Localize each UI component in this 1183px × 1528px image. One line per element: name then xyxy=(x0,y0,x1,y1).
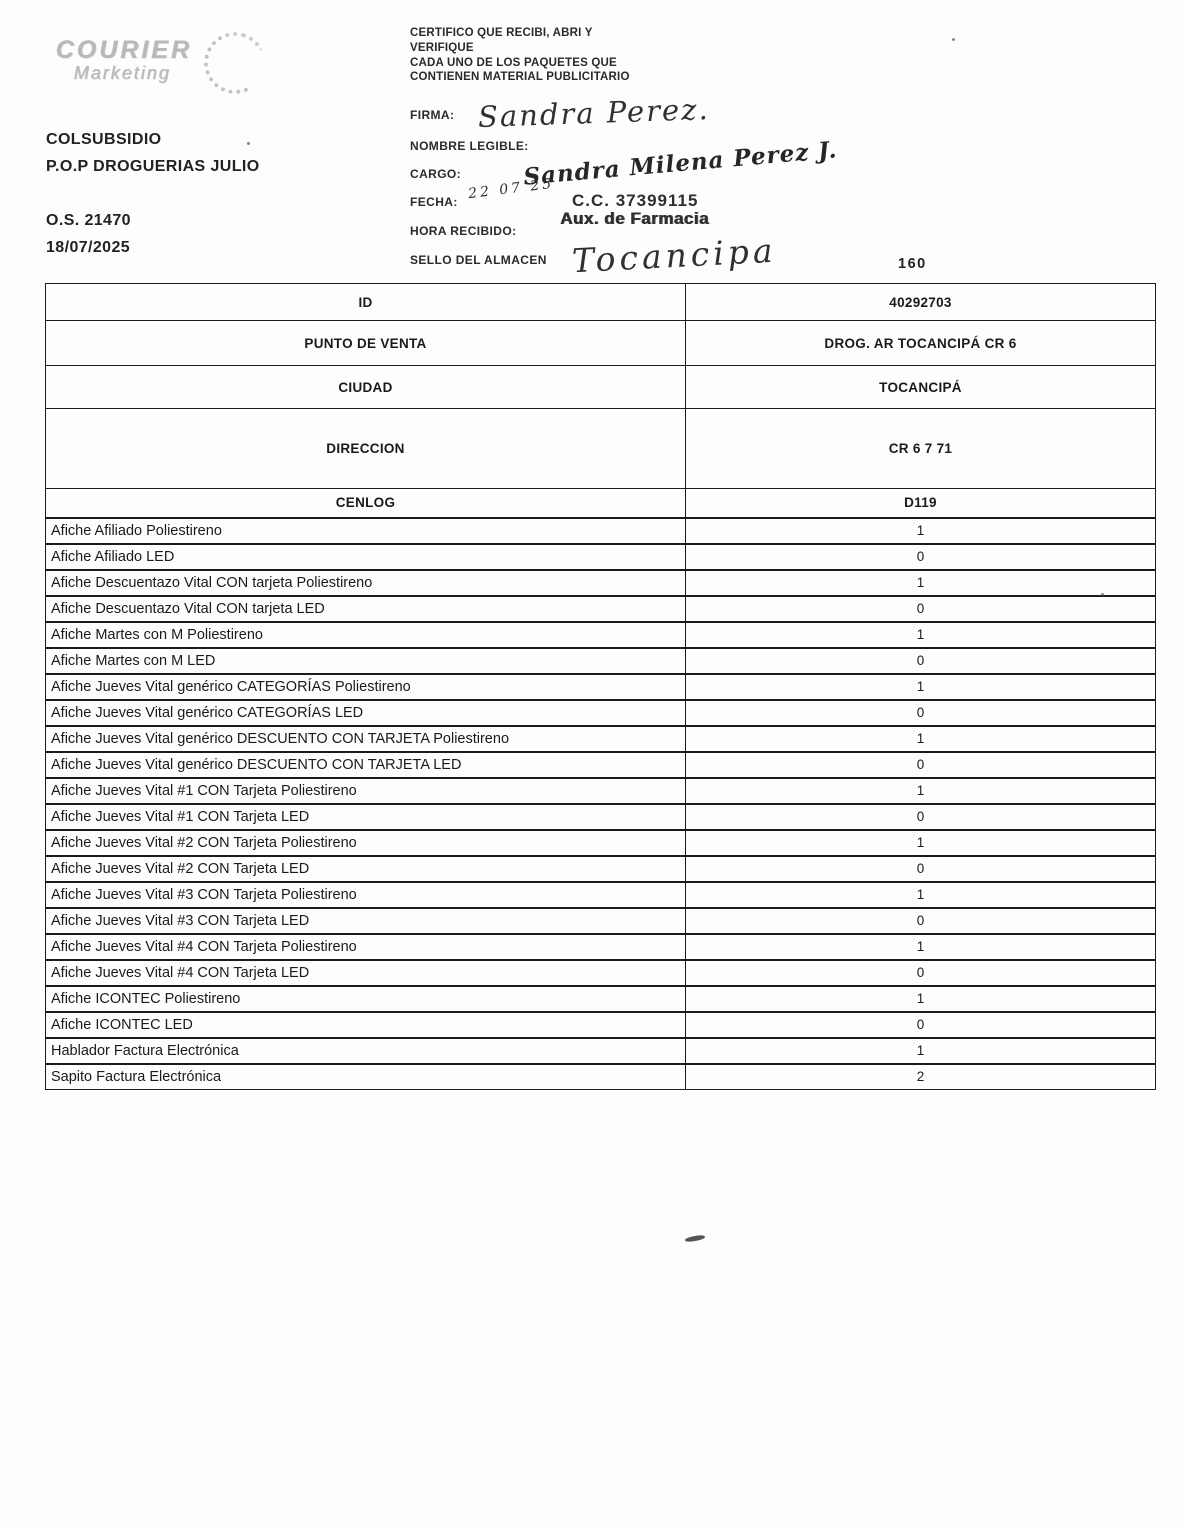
item-name: Afiche Jueves Vital #2 CON Tarjeta Poliestireno xyxy=(46,830,686,856)
fecha-handwriting: 22 07 25 xyxy=(467,175,555,203)
item-name: Afiche Jueves Vital genérico CATEGORÍAS LED xyxy=(46,700,686,726)
info-value: TOCANCIPÁ xyxy=(686,366,1156,409)
table-row xyxy=(46,700,1156,726)
cargo-label: CARGO: xyxy=(410,167,462,181)
stamp-cc-number: C.C. 37399115 xyxy=(572,191,699,210)
order-number: O.S. 21470 xyxy=(46,212,131,229)
info-label: CIUDAD xyxy=(46,366,686,409)
table-row xyxy=(46,1038,1156,1064)
table-row xyxy=(46,648,1156,674)
table-row xyxy=(46,518,1156,544)
item-quantity: 0 xyxy=(686,908,1156,934)
nombre-legible-label: NOMBRE LEGIBLE: xyxy=(410,139,529,153)
table-row xyxy=(46,622,1156,648)
table-row xyxy=(46,934,1156,960)
item-quantity: 0 xyxy=(686,700,1156,726)
table-row xyxy=(46,1064,1156,1090)
item-quantity: 0 xyxy=(686,856,1156,882)
item-name: Afiche Jueves Vital #1 CON Tarjeta Poliestireno xyxy=(46,778,686,804)
item-name: Afiche ICONTEC Poliestireno xyxy=(46,986,686,1012)
item-name: Afiche ICONTEC LED xyxy=(46,1012,686,1038)
item-name: Afiche Jueves Vital genérico DESCUENTO CON TARJETA LED xyxy=(46,752,686,778)
item-name: Hablador Factura Electrónica xyxy=(46,1038,686,1064)
logo-word-marketing: Marketing xyxy=(74,63,172,83)
hora-recibido-label: HORA RECIBIDO: xyxy=(410,224,517,238)
item-quantity: 0 xyxy=(686,804,1156,830)
item-quantity: 0 xyxy=(686,544,1156,570)
certification-line: CERTIFICO QUE RECIBI, ABRI Y xyxy=(410,27,593,39)
table-row xyxy=(46,321,1156,366)
table-row xyxy=(46,596,1156,622)
info-value: D119 xyxy=(686,489,1156,518)
item-name: Afiche Descuentazo Vital CON tarjeta Poliestireno xyxy=(46,570,686,596)
table-row xyxy=(46,752,1156,778)
company-name: COLSUBSIDIO xyxy=(46,131,162,148)
info-value: DROG. AR TOCANCIPÁ CR 6 xyxy=(686,321,1156,366)
stamp-name-text: Sandra Milena Perez J. xyxy=(522,136,839,191)
table-row xyxy=(46,570,1156,596)
item-name: Afiche Afiliado Poliestireno xyxy=(46,518,686,544)
item-quantity: 1 xyxy=(686,934,1156,960)
item-quantity: 1 xyxy=(686,882,1156,908)
info-label: PUNTO DE VENTA xyxy=(46,321,686,366)
info-value: 40292703 xyxy=(686,284,1156,321)
certification-line: VERIFIQUE xyxy=(410,41,474,54)
item-quantity: 2 xyxy=(686,1064,1156,1090)
item-name: Afiche Martes con M Poliestireno xyxy=(46,622,686,648)
item-rows-body xyxy=(46,518,1156,1090)
table-row xyxy=(46,544,1156,570)
item-quantity: 1 xyxy=(686,778,1156,804)
table-row xyxy=(46,489,1156,518)
campaign-name: P.O.P DROGUERIAS JULIO xyxy=(46,158,260,175)
item-quantity: 1 xyxy=(686,518,1156,544)
table-row xyxy=(46,960,1156,986)
item-quantity: 1 xyxy=(686,570,1156,596)
logo-word-courier: COURIER xyxy=(56,36,193,64)
item-quantity: 1 xyxy=(686,622,1156,648)
info-rows-body xyxy=(46,284,1156,518)
scan-smudge-mark xyxy=(685,1234,706,1242)
info-label: DIRECCION xyxy=(46,409,686,489)
item-quantity: 0 xyxy=(686,752,1156,778)
item-quantity: 1 xyxy=(686,986,1156,1012)
table-row xyxy=(46,674,1156,700)
scan-speck xyxy=(952,38,955,41)
scan-speck xyxy=(247,142,250,145)
table-row xyxy=(46,830,1156,856)
table-row xyxy=(46,1012,1156,1038)
item-name: Afiche Jueves Vital #4 CON Tarjeta LED xyxy=(46,960,686,986)
item-name: Afiche Jueves Vital #3 CON Tarjeta LED xyxy=(46,908,686,934)
item-quantity: 0 xyxy=(686,648,1156,674)
table-row xyxy=(46,366,1156,409)
table-row xyxy=(46,856,1156,882)
fecha-label: FECHA: xyxy=(410,195,458,209)
item-name: Afiche Descuentazo Vital CON tarjeta LED xyxy=(46,596,686,622)
sello-almacen-label: SELLO DEL ALMACEN xyxy=(410,253,547,267)
order-date: 18/07/2025 xyxy=(46,239,131,256)
info-label: CENLOG xyxy=(46,489,686,518)
table-row xyxy=(46,882,1156,908)
table-row xyxy=(46,986,1156,1012)
delivery-items-table xyxy=(45,283,1156,1090)
certification-text xyxy=(410,26,630,85)
item-quantity: 1 xyxy=(686,674,1156,700)
signature-handwriting: Sandra Perez. xyxy=(477,91,711,135)
item-name: Afiche Jueves Vital #3 CON Tarjeta Poliestireno xyxy=(46,882,686,908)
courier-marketing-logo xyxy=(56,36,286,84)
sello-handwriting: Tocancipa xyxy=(571,230,778,281)
scan-speck xyxy=(1101,593,1104,596)
stamp-role-text: Aux. de Farmacia xyxy=(560,209,709,228)
certification-line: CADA UNO DE LOS PAQUETES QUE xyxy=(410,56,617,69)
certification-line: CONTIENEN MATERIAL PUBLICITARIO xyxy=(410,71,630,84)
item-quantity: 0 xyxy=(686,596,1156,622)
item-quantity: 0 xyxy=(686,960,1156,986)
item-quantity: 1 xyxy=(686,1038,1156,1064)
item-quantity: 0 xyxy=(686,1012,1156,1038)
firma-label: FIRMA: xyxy=(410,108,455,122)
item-name: Sapito Factura Electrónica xyxy=(46,1064,686,1090)
table-row xyxy=(46,908,1156,934)
table-row xyxy=(46,804,1156,830)
item-quantity: 1 xyxy=(686,726,1156,752)
table-row xyxy=(46,284,1156,321)
item-quantity: 1 xyxy=(686,830,1156,856)
table-row xyxy=(46,726,1156,752)
item-name: Afiche Jueves Vital genérico DESCUENTO CON TARJETA Poliestireno xyxy=(46,726,686,752)
item-name: Afiche Jueves Vital #1 CON Tarjeta LED xyxy=(46,804,686,830)
item-name: Afiche Martes con M LED xyxy=(46,648,686,674)
table-row xyxy=(46,409,1156,489)
item-name: Afiche Jueves Vital #4 CON Tarjeta Poliestireno xyxy=(46,934,686,960)
item-name: Afiche Jueves Vital #2 CON Tarjeta LED xyxy=(46,856,686,882)
info-value: CR 6 7 71 xyxy=(686,409,1156,489)
item-name: Afiche Afiliado LED xyxy=(46,544,686,570)
info-label: ID xyxy=(46,284,686,321)
table-row xyxy=(46,778,1156,804)
item-name: Afiche Jueves Vital genérico CATEGORÍAS Poliestireno xyxy=(46,674,686,700)
page-number: 160 xyxy=(898,256,927,272)
